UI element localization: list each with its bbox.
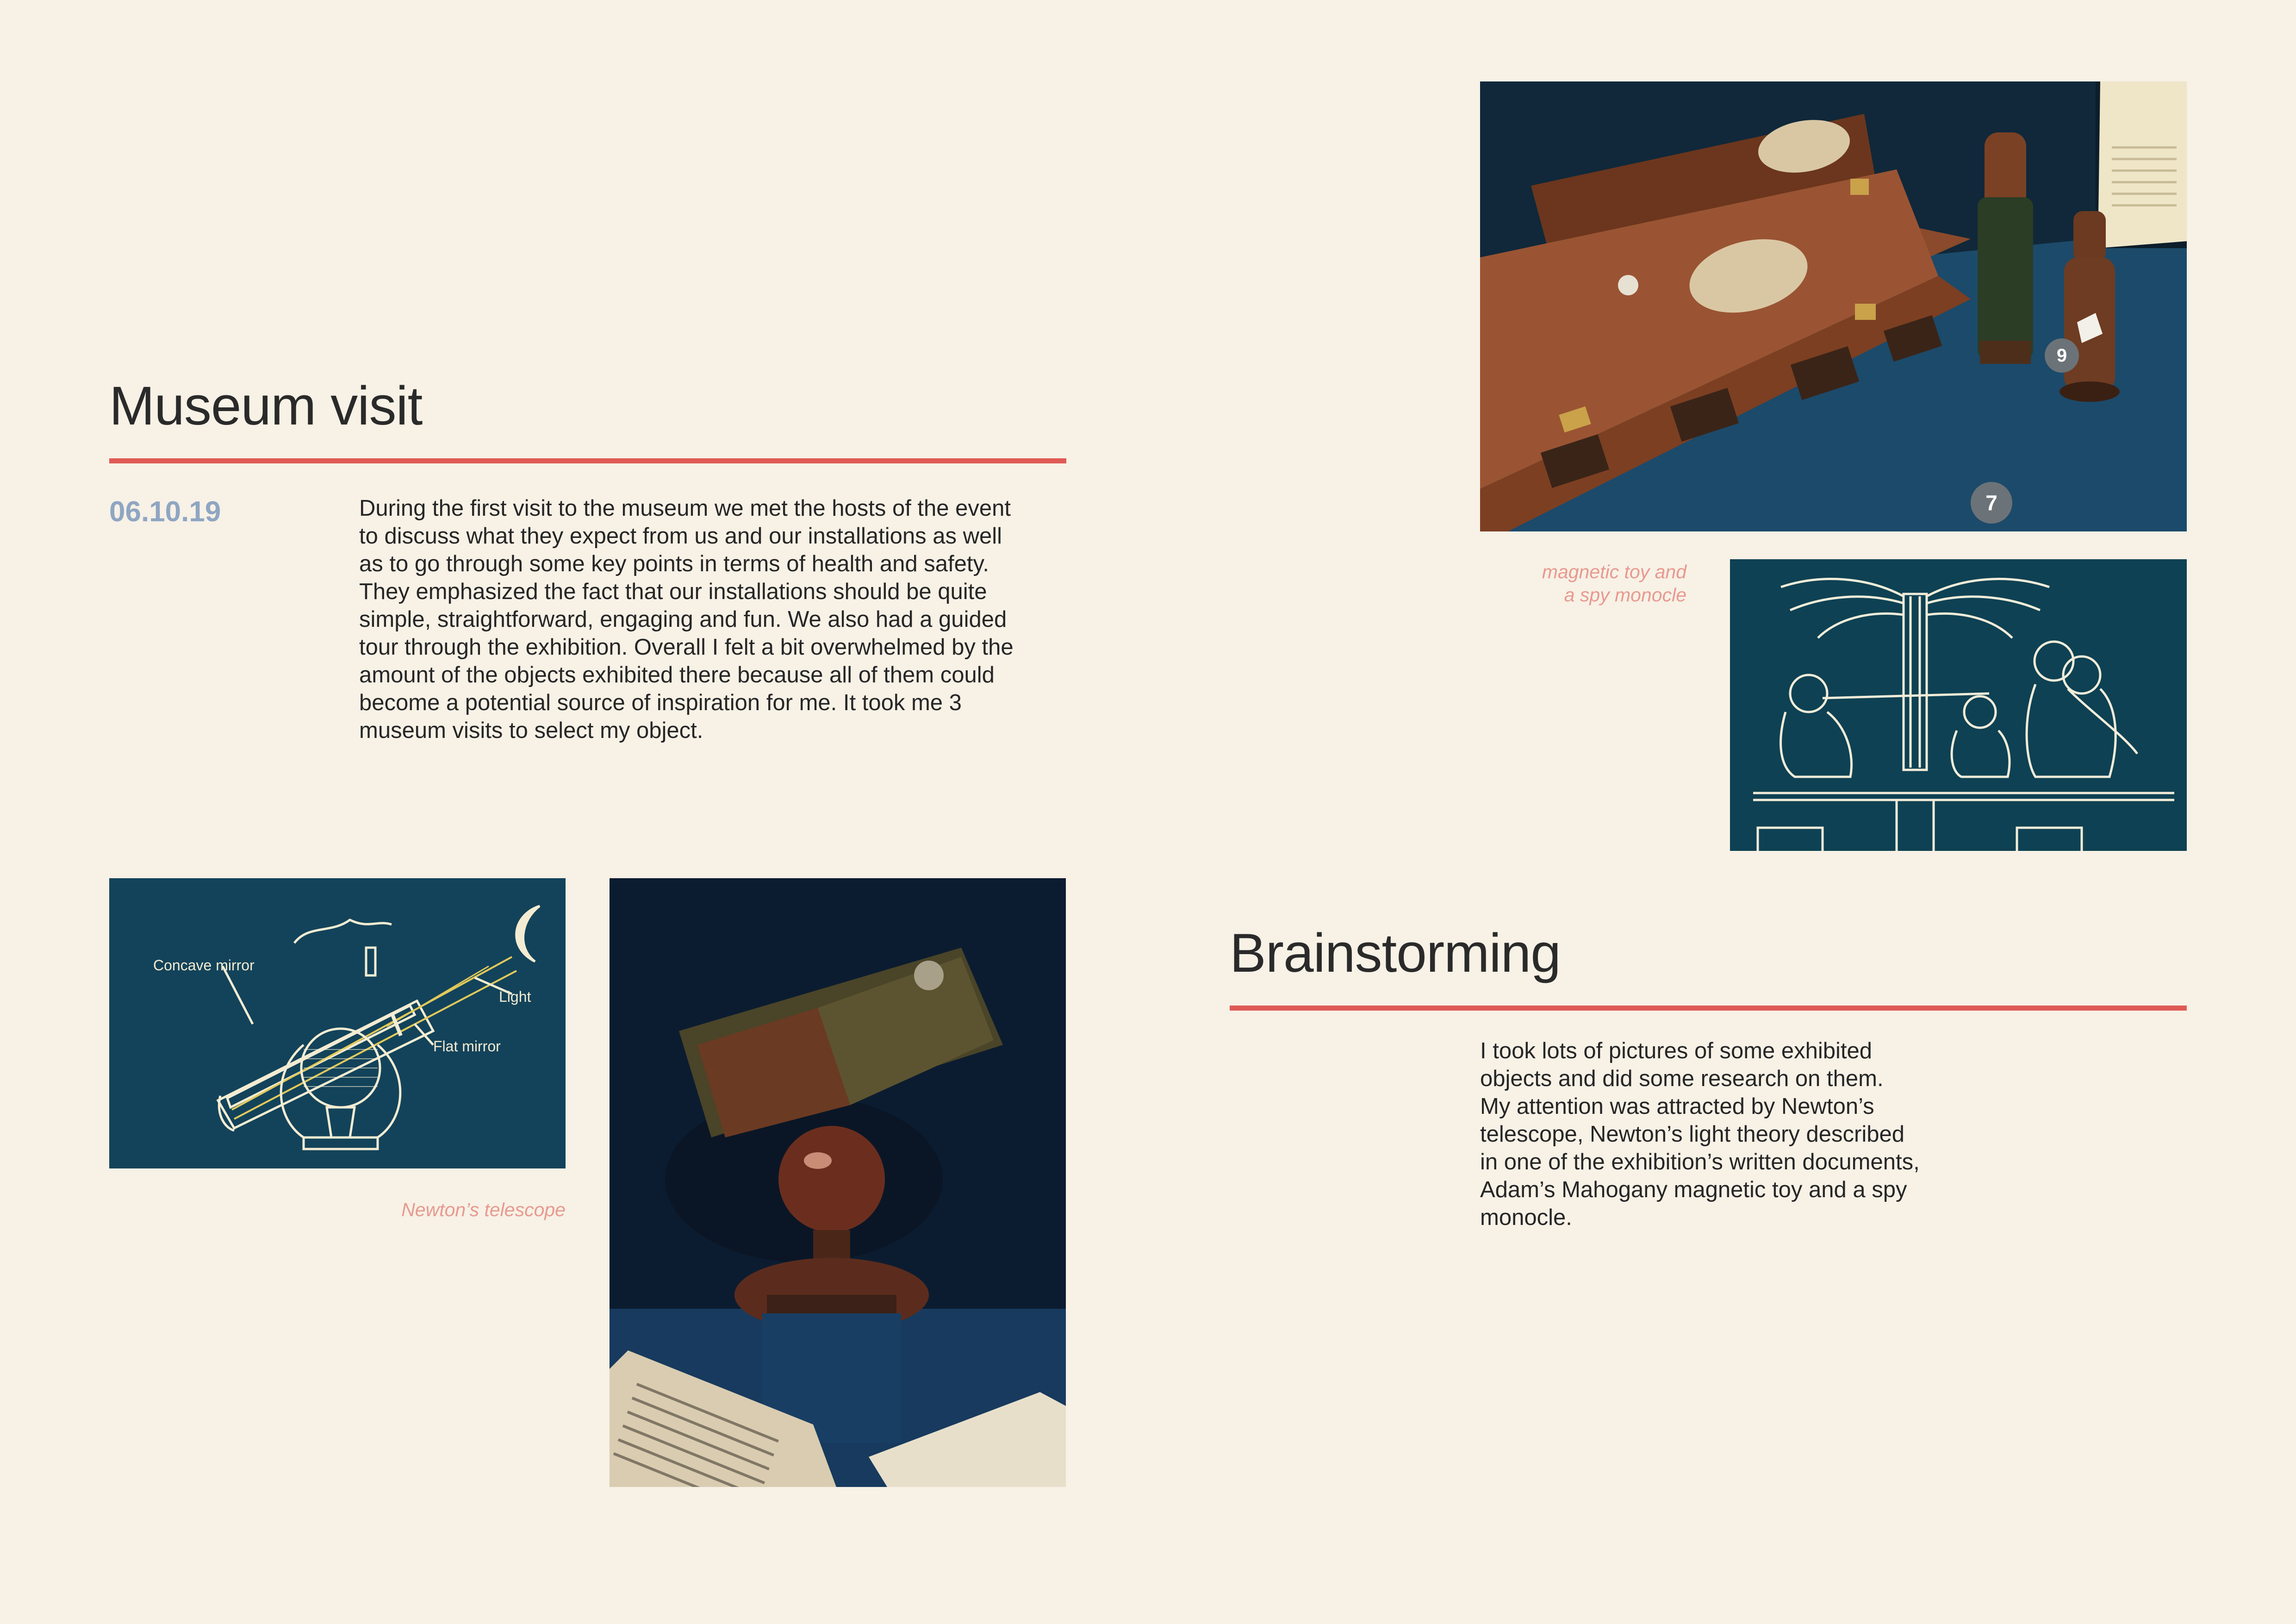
brainstorming-title: Brainstorming	[1230, 923, 1561, 984]
paragraph-line: simple, straightforward, engaging and fun. We also had a guided	[359, 607, 1007, 632]
newton-telescope-caption: Newton’s telescope	[401, 1199, 566, 1220]
newton-telescope-photo	[610, 878, 1066, 1487]
paragraph-line: monocle.	[1480, 1205, 1572, 1230]
telescope-diagram-photo	[109, 878, 566, 1168]
paragraph-line: museum visits to select my object.	[359, 718, 703, 743]
magnetic-toy-caption	[1425, 560, 1686, 606]
paragraph-line: I took lots of pictures of some exhibited	[1480, 1038, 1873, 1063]
light-theory-illustration-photo	[1730, 559, 2187, 851]
paragraph-line: telescope, Newton’s light theory described	[1480, 1122, 1905, 1147]
paragraph-line: My attention was attracted by Newton’s	[1480, 1094, 1874, 1119]
paragraph-line: in one of the exhibition’s written documents,	[1480, 1149, 1920, 1174]
paragraph-line: as to go through some key points in terms of health and safety.	[359, 551, 989, 576]
museum-visit-title: Museum visit	[109, 375, 423, 437]
diagram-label-light: Light	[499, 988, 531, 1005]
paragraph-line: During the first visit to the museum we met the hosts of the event	[359, 496, 1011, 521]
paragraph-line: objects and did some research on them.	[1480, 1066, 1884, 1091]
paragraph-line: to discuss what they expect from us and our installations as well	[359, 524, 1002, 549]
diagram-label-flat-mirror: Flat mirror	[433, 1038, 501, 1055]
paragraph-line: Adam’s Mahogany magnetic toy and a spy	[1480, 1177, 1907, 1202]
badge-number-9: 9	[2045, 338, 2079, 373]
museum-visit-date: 06.10.19	[109, 496, 221, 528]
caption-line: magnetic toy and	[1542, 561, 1686, 582]
museum-visit-paragraph	[359, 494, 1014, 744]
badge-number-7: 7	[1971, 482, 2012, 524]
museum-visit-rule	[109, 458, 1066, 463]
paragraph-line: become a potential source of inspiration for me. It took me 3	[359, 690, 962, 715]
caption-line: a spy monocle	[1564, 584, 1686, 606]
diagram-label-concave-mirror: Concave mirror	[153, 957, 255, 974]
brainstorming-rule	[1230, 1006, 2187, 1011]
paragraph-line: amount of the objects exhibited there because all of them could	[359, 662, 995, 687]
paragraph-line: They emphasized the fact that our installations should be quite	[359, 579, 987, 604]
magnetic-toy-photo	[1480, 81, 2187, 531]
brainstorming-paragraph	[1480, 1037, 1920, 1231]
paragraph-line: tour through the exhibition. Overall I felt a bit overwhelmed by the	[359, 635, 1014, 660]
